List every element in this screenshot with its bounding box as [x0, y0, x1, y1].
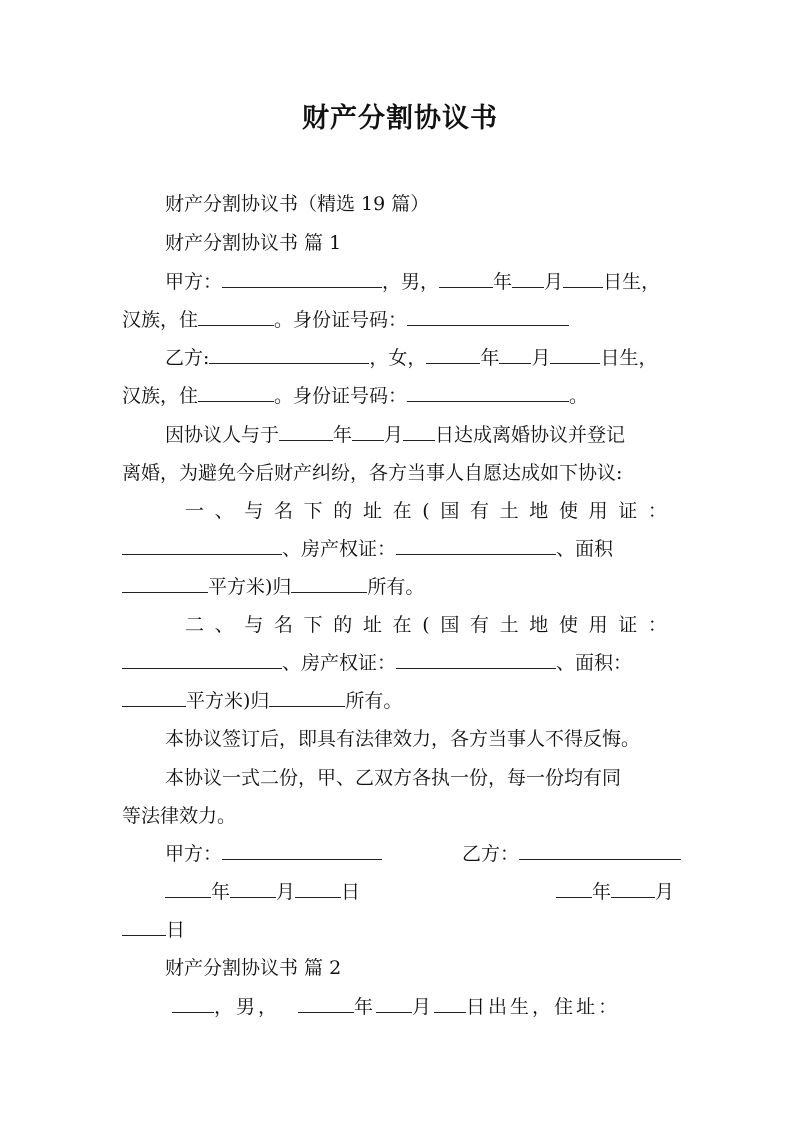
owned-label: 所有。 — [345, 690, 403, 712]
blank-month — [499, 345, 531, 364]
clause-char: 有 — [469, 500, 489, 522]
clause-char: 用 — [588, 500, 608, 522]
owned-label: 所有。 — [367, 576, 425, 598]
clause-2-line-2 — [122, 649, 632, 677]
sqm-label: 平方米)归 — [186, 690, 270, 712]
copies-line-1: 本协议一式二份，甲、乙双方各执一份，每一份均有同 — [165, 767, 622, 789]
blank-year — [165, 879, 211, 898]
document-subtitle: 财产分割协议书（精选 19 篇） — [165, 193, 430, 215]
month-label: 月 — [544, 271, 564, 293]
blank-name — [222, 269, 382, 288]
clause-char: 名 — [273, 614, 293, 636]
party-a-gender: ，男， — [382, 271, 440, 293]
blank-day — [403, 422, 435, 441]
signature-date-a — [165, 878, 360, 906]
clause-1-line-3 — [122, 573, 424, 601]
blank-signature-b — [519, 841, 681, 860]
blank-year — [426, 345, 480, 364]
clause-char: 国 — [440, 500, 460, 522]
property-cert-label: 、房产权证： — [282, 652, 397, 674]
year-label: 年 — [333, 424, 353, 446]
clause-char: 土 — [499, 500, 519, 522]
clause-char: 的 — [333, 614, 353, 636]
clause-char: 地 — [529, 500, 549, 522]
blank-id — [407, 383, 569, 402]
clause-char: ： — [647, 614, 667, 636]
blank-month — [352, 422, 384, 441]
blank-day — [550, 345, 600, 364]
blank-month — [512, 269, 544, 288]
blank-name — [209, 345, 369, 364]
section-2-line-1 — [172, 993, 620, 1021]
blank-year — [279, 422, 333, 441]
clause-char: 二 — [185, 614, 205, 636]
blank-month — [611, 879, 655, 898]
clause-char: 一 — [185, 500, 205, 522]
clause-char: 证 — [618, 500, 638, 522]
blank-signature-a — [222, 841, 382, 860]
blank-area — [122, 574, 208, 593]
party-b-line-2 — [122, 382, 588, 410]
blank-day — [434, 994, 466, 1013]
section-heading-1: 财产分割协议书 篇 1 — [165, 232, 342, 254]
clause-char: 在 — [392, 500, 412, 522]
clause-char: 下 — [303, 500, 323, 522]
blank-id — [407, 307, 569, 326]
clause-char: ( — [422, 500, 430, 522]
blank-year — [439, 269, 493, 288]
signature-a-label: 甲方： — [165, 843, 223, 865]
clause-char: 址 — [362, 614, 382, 636]
blank-property-cert — [396, 650, 556, 669]
party-a-line-2 — [122, 306, 569, 334]
clause-char: 名 — [273, 500, 293, 522]
blank-day — [295, 879, 341, 898]
month-label: 月 — [655, 881, 675, 903]
blank-month — [376, 994, 412, 1013]
year-label: 年 — [211, 881, 231, 903]
year-label: 年 — [592, 881, 612, 903]
copies-line-2: 等法律效力。 — [122, 805, 237, 827]
blank-month — [230, 879, 276, 898]
ethnic-address-label: 汉族，住 — [122, 309, 199, 331]
area-label: 、面积： — [556, 652, 633, 674]
area-label: 、面积 — [556, 538, 614, 560]
clause-char: 与 — [244, 500, 264, 522]
reason-line-2: 离婚，为避免今后财产纠纷，各方当事人自愿达成如下协议: — [122, 462, 623, 484]
clause-char: 用 — [588, 614, 608, 636]
born-label: 日生， — [600, 347, 658, 369]
born-label: 日生， — [603, 271, 661, 293]
blank-address — [198, 307, 274, 326]
reason-prefix: 因协议人与于 — [165, 424, 280, 446]
month-label: 月 — [384, 424, 404, 446]
section-heading-2: 财产分割协议书 篇 2 — [165, 957, 342, 979]
clause-1-line-2 — [122, 535, 613, 563]
clause-char: 地 — [529, 614, 549, 636]
clause-char: 有 — [469, 614, 489, 636]
ethnic-address-label: 汉族，住 — [122, 385, 199, 407]
property-cert-label: 、房产权证： — [282, 538, 397, 560]
month-label: 月 — [531, 347, 551, 369]
clause-char: 使 — [558, 614, 578, 636]
signature-b-label: 乙方： — [462, 843, 520, 865]
clause-char: 与 — [244, 614, 264, 636]
blank-land-cert — [122, 650, 282, 669]
id-label: 。身份证号码： — [274, 385, 408, 407]
reason-line-1 — [165, 421, 625, 449]
page-title: 财产分割协议书 — [302, 103, 498, 134]
clause-char: ( — [422, 614, 430, 636]
blank-owner — [291, 574, 367, 593]
day-label: 日 — [166, 919, 186, 941]
clause-char: 土 — [499, 614, 519, 636]
clause-2-line-3 — [122, 687, 402, 715]
blank-area — [122, 688, 186, 707]
clause-char: 、 — [214, 614, 234, 636]
sqm-label: 平方米)归 — [208, 576, 292, 598]
reason-suffix: 日达成离婚协议并登记 — [435, 424, 626, 446]
clause-2-line-1 — [185, 611, 667, 639]
month-label: 月 — [276, 881, 296, 903]
blank-day — [122, 917, 166, 936]
blank-year — [298, 994, 354, 1013]
signature-date-b — [556, 878, 674, 906]
clause-char: 使 — [558, 500, 578, 522]
clause-char: 下 — [303, 614, 323, 636]
clause-char: 、 — [214, 500, 234, 522]
address-label: 住址： — [554, 996, 621, 1018]
signature-party-b — [462, 840, 681, 868]
blank-address — [198, 383, 274, 402]
born-label: 日出生， — [466, 996, 555, 1018]
blank-property-cert — [396, 536, 556, 555]
party-b-line — [165, 344, 657, 372]
day-label: 日 — [341, 881, 361, 903]
effect-paragraph: 本协议签订后，即具有法律效力，各方当事人不得反悔。 — [165, 728, 641, 750]
clause-1-line-1 — [185, 497, 667, 525]
party-b-label: 乙方: — [165, 347, 210, 369]
party-b-gender: ，女， — [369, 347, 427, 369]
year-label: 年 — [354, 996, 377, 1018]
party-a-label: 甲方： — [165, 271, 223, 293]
party-a-line — [165, 268, 660, 296]
blank-year — [556, 879, 592, 898]
clause-char: ： — [647, 500, 667, 522]
clause-char: 址 — [362, 500, 382, 522]
clause-char: 国 — [440, 614, 460, 636]
clause-char: 的 — [333, 500, 353, 522]
blank-name — [172, 994, 214, 1013]
period: 。 — [569, 385, 589, 407]
clause-char: 在 — [392, 614, 412, 636]
signature-party-a — [165, 840, 382, 868]
clause-char: 证 — [618, 614, 638, 636]
signature-date-b-day — [122, 916, 185, 944]
id-label: 。身份证号码： — [274, 309, 408, 331]
month-label: 月 — [412, 996, 435, 1018]
gender-label: ，男， — [214, 996, 281, 1018]
year-label: 年 — [480, 347, 500, 369]
blank-land-cert — [122, 536, 282, 555]
year-label: 年 — [493, 271, 513, 293]
blank-day — [563, 269, 603, 288]
blank-owner — [269, 688, 345, 707]
